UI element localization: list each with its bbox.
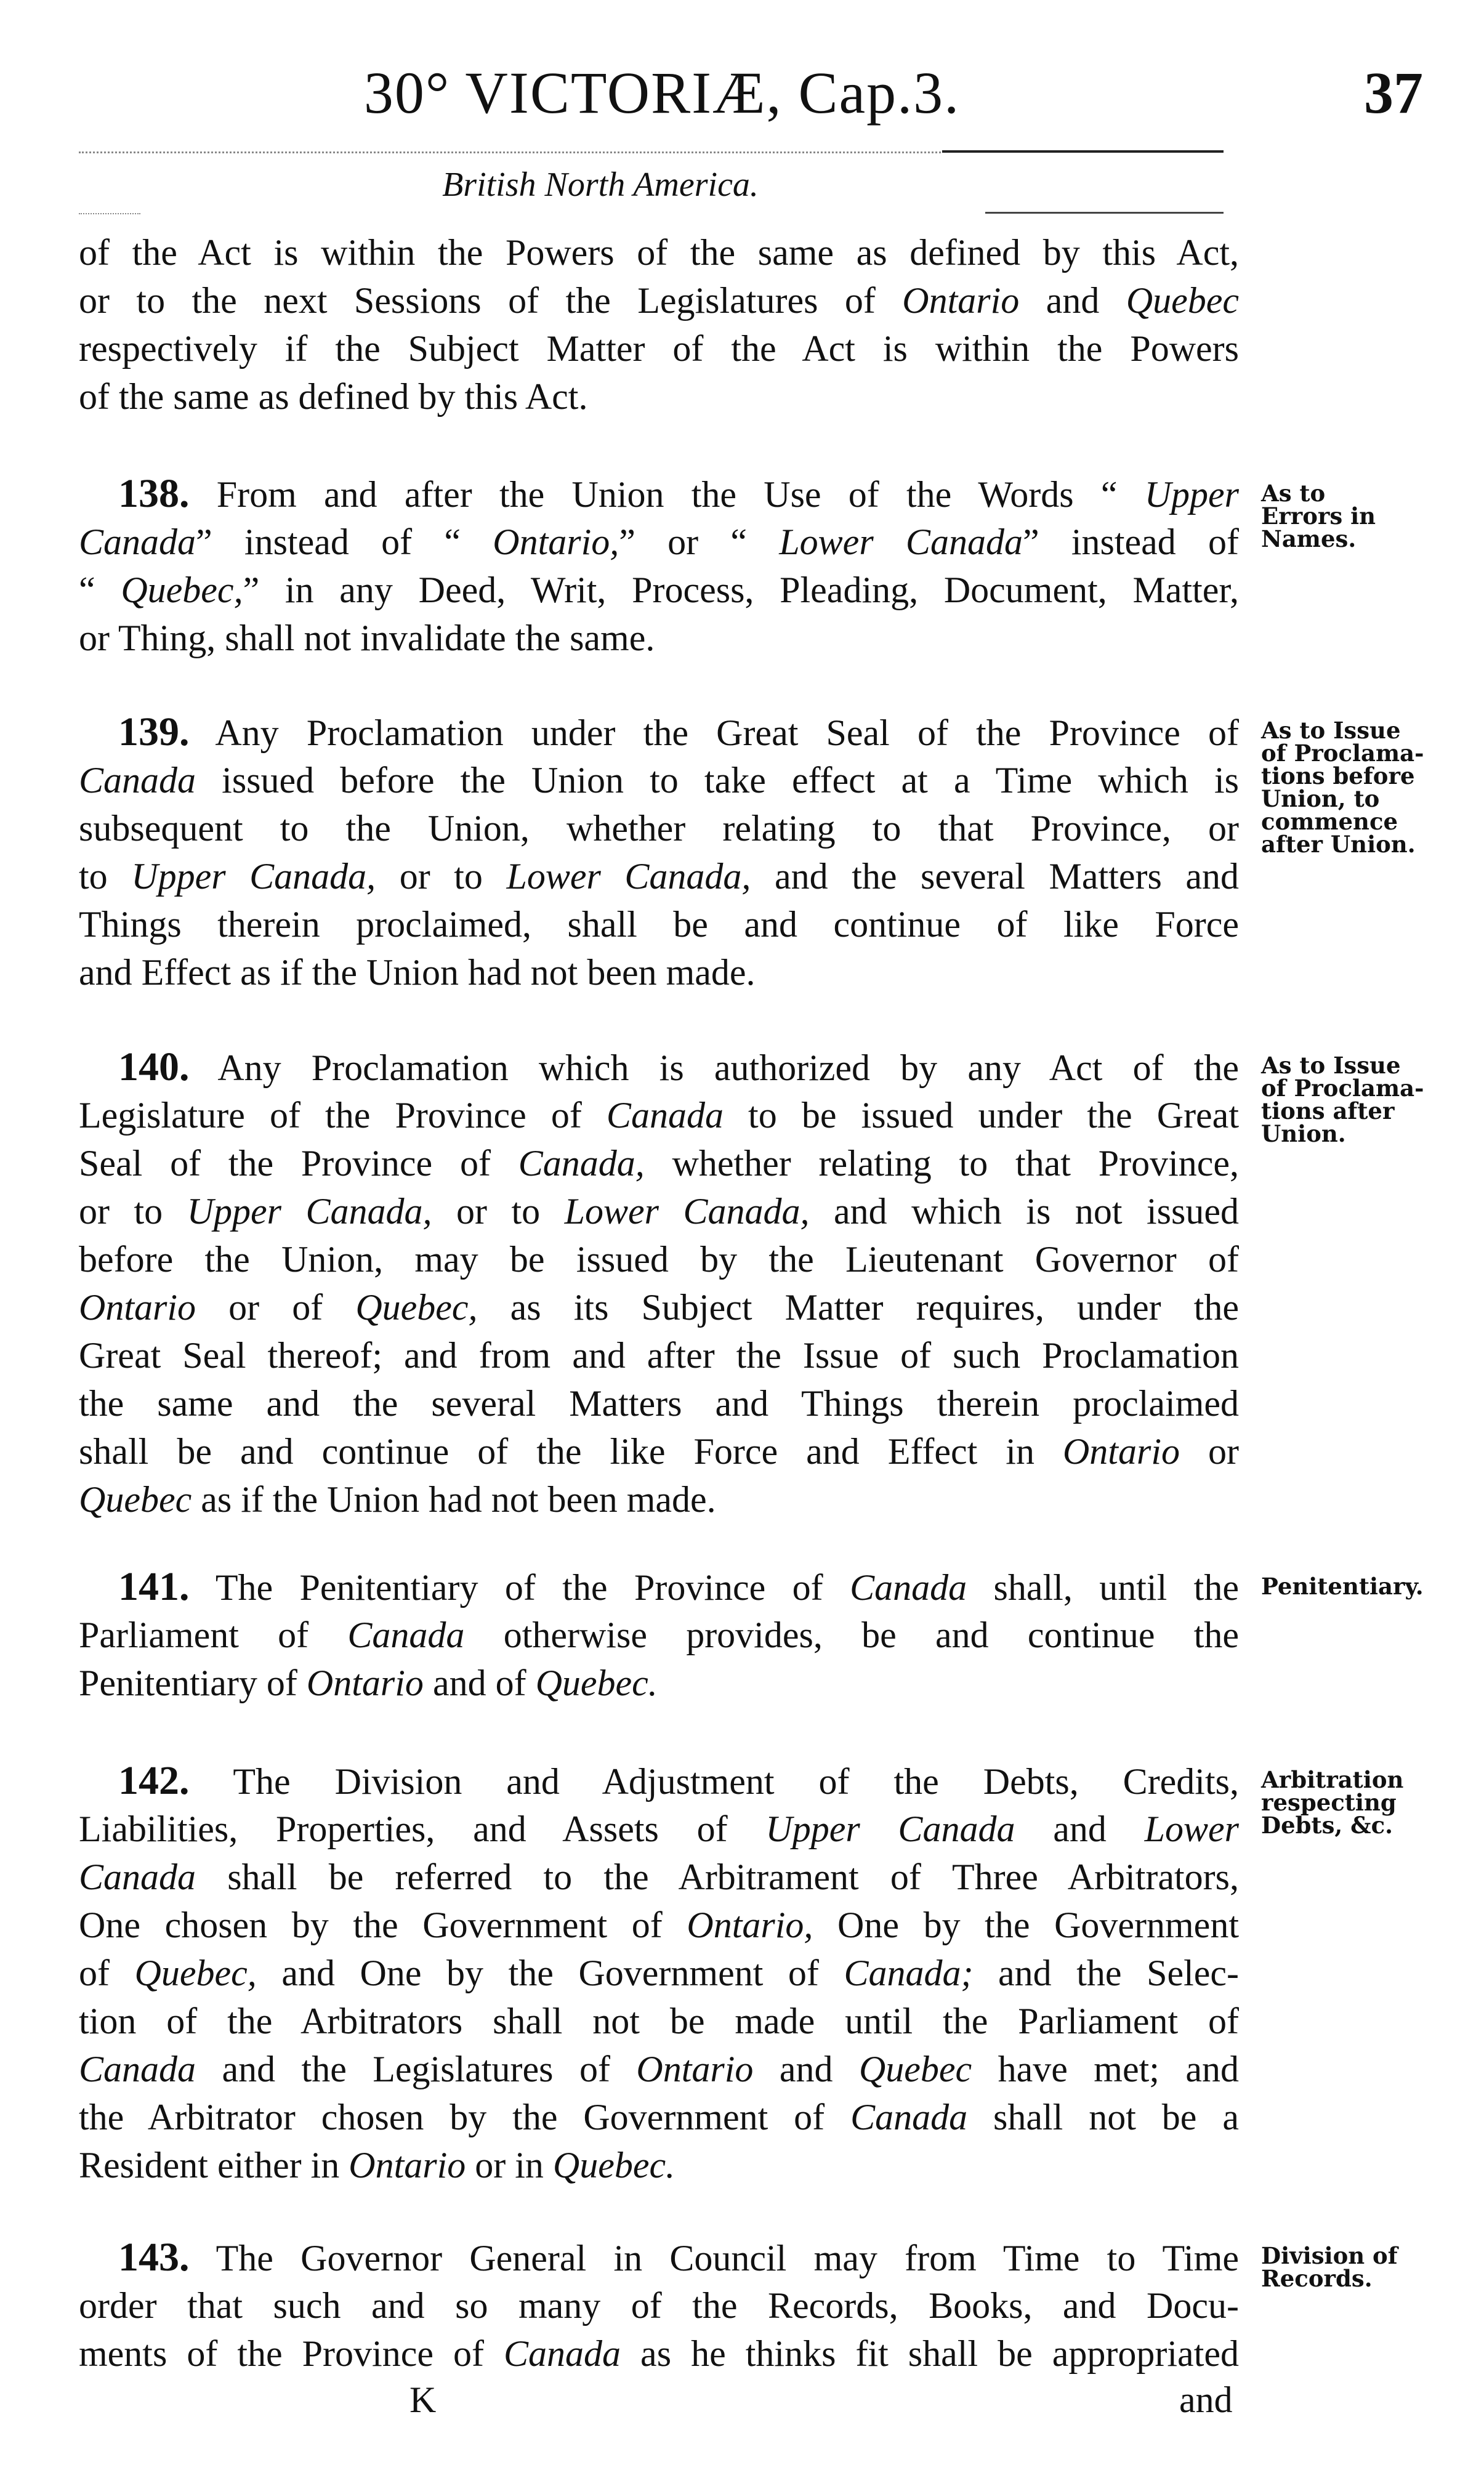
italic-run: Canada bbox=[79, 2049, 196, 2089]
margin-note-line: Union, to bbox=[1261, 785, 1380, 812]
italic-run: Canada bbox=[79, 522, 196, 562]
margin-note-line: As to Issue bbox=[1261, 1052, 1401, 1079]
italic-run: Upper bbox=[1144, 474, 1239, 515]
text-run: ” in any Deed, Writ, Process, Pleading, Document, Matter, bbox=[243, 570, 1239, 610]
text-run: Legislature of the Province of bbox=[79, 1095, 607, 1136]
text-run: the same and the several Matters and Things therein proclaimed bbox=[79, 1383, 1239, 1424]
text-line bbox=[79, 1187, 1239, 1235]
text-line bbox=[79, 566, 1239, 614]
italic-run: Canada bbox=[79, 1857, 196, 1897]
text-run: or in bbox=[466, 2145, 553, 2185]
text-line bbox=[79, 470, 1239, 518]
signature-mark: K bbox=[409, 2379, 437, 2420]
italic-run: Lower bbox=[1144, 1809, 1239, 1849]
italic-run: Upper Canada, bbox=[187, 1191, 432, 1232]
italic-run: Quebec bbox=[1126, 280, 1239, 321]
margin-note-142 bbox=[1261, 1766, 1470, 1839]
text-run: or of bbox=[196, 1287, 356, 1328]
text-run: The Division and Adjustment of the Debts, Credits, bbox=[189, 1761, 1239, 1802]
text-run: or to the next Sessions of the Legislatures of bbox=[79, 280, 903, 321]
text-line bbox=[79, 1283, 1239, 1331]
text-line bbox=[79, 2282, 1239, 2330]
italic-run: Upper Canada bbox=[765, 1809, 1015, 1849]
text-run: ” or “ bbox=[619, 522, 780, 562]
text-run: From and after the Union the Use of the Words “ bbox=[189, 474, 1145, 515]
text-run: and bbox=[753, 2049, 859, 2089]
section-140 bbox=[79, 1043, 1239, 1523]
page-number: 37 bbox=[1364, 60, 1423, 126]
text-run: The Penitentiary of the Province of bbox=[189, 1567, 850, 1608]
text-run: shall not be a bbox=[967, 2097, 1239, 2137]
text-line bbox=[79, 948, 1239, 996]
italic-run: Ontario, bbox=[493, 522, 619, 562]
margin-note-line: As to bbox=[1261, 480, 1326, 507]
text-line bbox=[79, 900, 1239, 948]
text-line bbox=[79, 325, 1239, 373]
margin-note-line: Penitentiary. bbox=[1261, 1573, 1424, 1600]
text-line bbox=[79, 2234, 1239, 2282]
text-run: shall be and continue of the like Force and Effect in bbox=[79, 1431, 1063, 1472]
text-run: respectively if the Subject Matter of the Act is within the Powers bbox=[79, 328, 1239, 369]
text-run: or Thing, shall not invalidate the same. bbox=[79, 618, 655, 658]
margin-note-line: Errors in bbox=[1261, 502, 1376, 530]
italic-run: Ontario bbox=[79, 1287, 196, 1328]
text-run: tion of the Arbitrators shall not be made until the Parliament of bbox=[79, 2001, 1239, 2041]
text-run: otherwise provides, be and continue the bbox=[464, 1615, 1239, 1655]
text-line bbox=[79, 804, 1239, 852]
margin-note-line: tions before bbox=[1261, 762, 1415, 789]
italic-run: Canada bbox=[850, 1567, 967, 1608]
text-line bbox=[79, 852, 1239, 900]
section-number: 140. bbox=[118, 1044, 190, 1089]
text-line bbox=[79, 1659, 1239, 1707]
text-run: Resident either in bbox=[79, 2145, 349, 2185]
text-run: and the several Matters and bbox=[751, 856, 1239, 897]
text-line bbox=[79, 228, 1239, 276]
text-line bbox=[79, 1853, 1239, 1901]
italic-run: Ontario bbox=[349, 2145, 466, 2185]
text-line bbox=[79, 1475, 1239, 1523]
text-run: and the Legislatures of bbox=[196, 2049, 637, 2089]
italic-run: Ontario bbox=[636, 2049, 754, 2089]
italic-run: Canada; bbox=[844, 1953, 974, 1993]
text-line bbox=[79, 2093, 1239, 2141]
text-line bbox=[79, 1379, 1239, 1427]
margin-note-line: Debts, &c. bbox=[1261, 1812, 1393, 1839]
text-run: and One by the Government of bbox=[256, 1953, 844, 1993]
italic-run: Canada bbox=[504, 2333, 621, 2374]
margin-note-139 bbox=[1261, 719, 1470, 856]
text-line bbox=[79, 708, 1239, 756]
italic-run: Lower Canada, bbox=[506, 856, 751, 897]
italic-run: Canada bbox=[347, 1615, 465, 1655]
section-number: 142. bbox=[118, 1758, 190, 1803]
text-run: Parliament of bbox=[79, 1615, 348, 1655]
section-number: 138. bbox=[118, 471, 190, 516]
text-run: “ bbox=[79, 570, 121, 610]
text-run: and bbox=[1019, 280, 1126, 321]
text-run: shall, until the bbox=[967, 1567, 1239, 1608]
margin-note-line: Records. bbox=[1261, 2265, 1373, 2292]
margin-note-141 bbox=[1261, 1575, 1470, 1598]
text-run: shall be referred to the Arbitrament of Three Arbitrators, bbox=[196, 1857, 1239, 1897]
text-line bbox=[79, 1805, 1239, 1853]
text-line bbox=[79, 1901, 1239, 1949]
margin-note-line: As to Issue bbox=[1261, 717, 1401, 744]
italic-run: Lower Canada, bbox=[564, 1191, 810, 1232]
text-run: to bbox=[79, 856, 132, 897]
running-subtitle: British North America. bbox=[442, 166, 759, 204]
text-run: subsequent to the Union, whether relating to that Province, or bbox=[79, 808, 1239, 849]
text-run: the Arbitrator chosen by the Government of bbox=[79, 2097, 851, 2137]
text-line bbox=[79, 614, 1239, 662]
italic-run: Quebec. bbox=[535, 1663, 658, 1703]
text-run: Any Proclamation under the Great Seal of the Province of bbox=[189, 712, 1239, 753]
text-line bbox=[79, 2141, 1239, 2189]
section-number: 139. bbox=[118, 709, 190, 754]
text-run: have met; and bbox=[972, 2049, 1239, 2089]
text-run: and which is not issued bbox=[809, 1191, 1239, 1232]
text-run: or to bbox=[376, 856, 507, 897]
margin-note-line: commence bbox=[1261, 808, 1398, 835]
text-line bbox=[79, 2045, 1239, 2093]
section-number: 141. bbox=[118, 1564, 190, 1609]
text-run: and of bbox=[423, 1663, 536, 1703]
subtitle-rule bbox=[985, 212, 1224, 214]
italic-run: Quebec, bbox=[134, 1953, 257, 1993]
margin-note-line: Union. bbox=[1261, 1120, 1346, 1147]
text-run: to be issued under the Great bbox=[723, 1095, 1239, 1136]
section-142 bbox=[79, 1757, 1239, 2189]
text-run: Penitentiary of bbox=[79, 1663, 307, 1703]
text-run: and bbox=[1015, 1809, 1145, 1849]
header-rule-dotted bbox=[79, 151, 941, 153]
italic-run: Quebec, bbox=[121, 570, 243, 610]
italic-run: Quebec bbox=[79, 1479, 192, 1520]
paragraph-continued bbox=[79, 228, 1239, 421]
text-run: as he thinks fit shall be appropriated bbox=[621, 2333, 1239, 2374]
section-141 bbox=[79, 1563, 1239, 1707]
text-line bbox=[79, 373, 1239, 421]
italic-run: Canada bbox=[850, 2097, 968, 2137]
text-run: whether relating to that Province, bbox=[644, 1143, 1240, 1184]
italic-run: Canada bbox=[79, 760, 196, 801]
text-run: ” instead of bbox=[1022, 522, 1240, 562]
text-line bbox=[79, 1757, 1239, 1805]
text-run: and Effect as if the Union had not been made. bbox=[79, 952, 756, 993]
text-run: or to bbox=[432, 1191, 565, 1232]
text-line bbox=[79, 756, 1239, 804]
text-run: as if the Union had not been made. bbox=[192, 1479, 716, 1520]
italic-run: Ontario bbox=[306, 1663, 424, 1703]
italic-run: Quebec. bbox=[552, 2145, 675, 2185]
text-line bbox=[79, 518, 1239, 566]
margin-note-143 bbox=[1261, 2242, 1470, 2292]
margin-note-line: after Union. bbox=[1261, 831, 1416, 858]
margin-note-138 bbox=[1261, 482, 1470, 551]
text-run: of bbox=[79, 1953, 135, 1993]
text-run: The Governor General in Council may from Time to Time bbox=[189, 2238, 1239, 2278]
text-line bbox=[79, 1427, 1239, 1475]
text-line bbox=[79, 276, 1239, 325]
section-143 bbox=[79, 2234, 1239, 2378]
text-run: Things therein proclaimed, shall be and continue of like Force bbox=[79, 904, 1239, 945]
text-run: issued before the Union to take effect at a Time which is bbox=[196, 760, 1239, 801]
text-run: order that such and so many of the Records, Books, and Docu- bbox=[79, 2285, 1239, 2326]
margin-note-140 bbox=[1261, 1054, 1470, 1145]
margin-note-line: of Proclama- bbox=[1261, 740, 1424, 767]
italic-run: Canada bbox=[606, 1095, 724, 1136]
margin-note-line: of Proclama- bbox=[1261, 1075, 1424, 1102]
running-head: 30° VICTORIÆ, Cap.3. bbox=[363, 60, 961, 126]
italic-run: Lower Canada bbox=[779, 522, 1023, 562]
section-139 bbox=[79, 708, 1239, 996]
italic-run: Ontario bbox=[902, 280, 1020, 321]
text-run: ” instead of “ bbox=[196, 522, 493, 562]
text-run: Any Proclamation which is authorized by any Act of the bbox=[189, 1047, 1239, 1088]
text-line bbox=[79, 1139, 1239, 1187]
text-run: ments of the Province of bbox=[79, 2333, 504, 2374]
text-line bbox=[79, 1235, 1239, 1283]
section-138 bbox=[79, 470, 1239, 662]
text-run: or to bbox=[79, 1191, 187, 1232]
italic-run: Canada, bbox=[518, 1143, 645, 1184]
italic-run: Upper Canada, bbox=[131, 856, 376, 897]
text-run: of the Act is within the Powers of the same as defined by this Act, bbox=[79, 232, 1239, 273]
text-run: Liabilities, Properties, and Assets of bbox=[79, 1809, 766, 1849]
margin-note-line: Arbitration bbox=[1261, 1766, 1404, 1793]
margin-note-line: tions after bbox=[1261, 1097, 1395, 1124]
catchword: and bbox=[1179, 2379, 1233, 2420]
header-rule bbox=[942, 150, 1224, 153]
text-line bbox=[79, 1331, 1239, 1379]
italic-run: Ontario bbox=[1062, 1431, 1180, 1472]
italic-run: Ontario, bbox=[687, 1905, 813, 1945]
text-run: Seal of the Province of bbox=[79, 1143, 518, 1184]
section-number: 143. bbox=[118, 2235, 190, 2280]
margin-note-line: Names. bbox=[1261, 525, 1357, 552]
text-line bbox=[79, 1091, 1239, 1139]
text-line bbox=[79, 1997, 1239, 2045]
text-run: One by the Government bbox=[813, 1905, 1239, 1945]
text-line bbox=[79, 1949, 1239, 1997]
text-run: and the Selec- bbox=[973, 1953, 1240, 1993]
text-line bbox=[79, 1043, 1239, 1091]
text-run: as its Subject Matter requires, under the bbox=[477, 1287, 1239, 1328]
text-run: Great Seal thereof; and from and after the Issue of such Proclamation bbox=[79, 1335, 1239, 1376]
text-run: or bbox=[1180, 1431, 1239, 1472]
text-line bbox=[79, 2330, 1239, 2378]
italic-run: Quebec, bbox=[355, 1287, 478, 1328]
text-run: of the same as defined by this Act. bbox=[79, 376, 588, 417]
text-line bbox=[79, 1611, 1239, 1659]
text-run: One chosen by the Government of bbox=[79, 1905, 687, 1945]
subtitle-rule-dotted bbox=[79, 213, 140, 214]
text-run: before the Union, may be issued by the Lieutenant Governor of bbox=[79, 1239, 1239, 1280]
margin-note-line: Division of bbox=[1261, 2242, 1398, 2269]
text-line bbox=[79, 1563, 1239, 1611]
margin-note-line: respecting bbox=[1261, 1789, 1397, 1816]
italic-run: Quebec bbox=[858, 2049, 972, 2089]
